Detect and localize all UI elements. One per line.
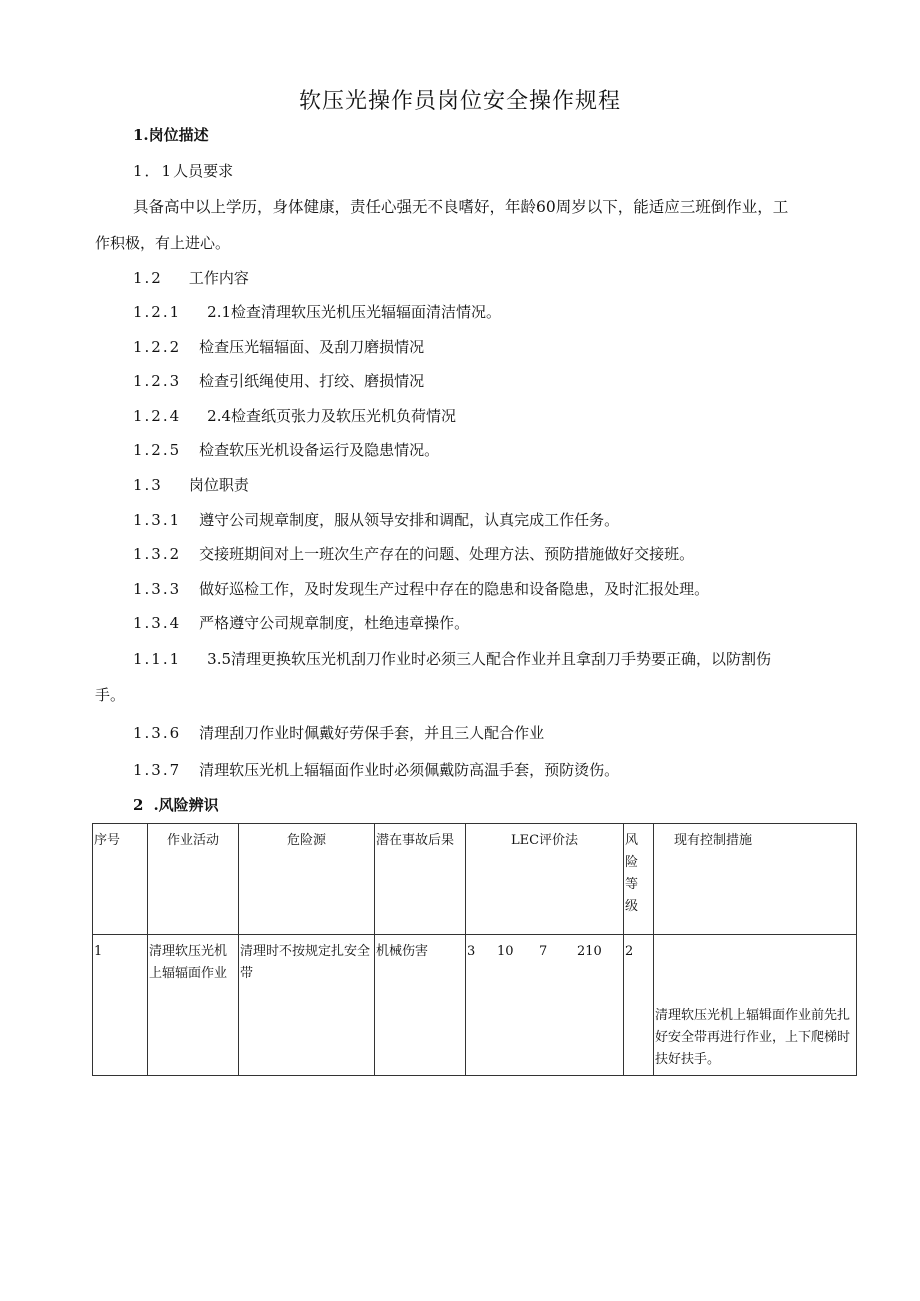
item-number: 1.3.2 <box>133 545 182 563</box>
item-text: 清理软压光机上辐辐面作业时必须佩戴防高温手套，预防烫伤。 <box>199 761 620 779</box>
item-number: 1.3.1 <box>133 511 182 529</box>
item-number: 1.3.3 <box>133 580 182 598</box>
item-number: 1.3.4 <box>133 614 182 632</box>
header-seq: 序号 <box>93 824 148 935</box>
header-risk-level-char: 等 <box>625 877 639 892</box>
item-number: 1.2.2 <box>133 338 182 356</box>
header-risk-level-char: 级 <box>625 899 639 914</box>
cell-lec-e: 10 <box>497 944 514 959</box>
item-text: 遵守公司规章制度，服从领导安排和调配，认真完成工作任务。 <box>199 511 620 529</box>
list-item <box>133 440 439 460</box>
paragraph-line: 作积极，有上进心。 <box>95 234 231 252</box>
section-label: 人员要求 <box>173 162 234 180</box>
list-item <box>133 613 469 633</box>
list-item <box>133 649 771 669</box>
section-2-heading <box>133 795 219 815</box>
table-header-row <box>93 824 857 935</box>
document-title: 软压光操作员岗位安全操作规程 <box>298 89 621 114</box>
item-number: 1.3.6 <box>133 724 182 742</box>
item-text: 严格遵守公司规章制度，杜绝违章操作。 <box>199 614 470 632</box>
item-text: 2.4检查纸页张力及软压光机负荷情况 <box>207 407 457 425</box>
cell-lec-c: 7 <box>539 944 548 959</box>
header-activity: 作业活动 <box>148 824 239 935</box>
list-item <box>133 371 424 391</box>
section-1-1-heading <box>133 161 233 181</box>
section-number: 1．1 <box>133 162 174 180</box>
cell-lec-d: 210 <box>577 944 602 959</box>
header-risk-level-char: 险 <box>625 855 639 870</box>
item-text: 3.5清理更换软压光机刮刀作业时必须三人配合作业并且拿刮刀手势要正确，以防割伤 <box>207 650 772 668</box>
paragraph-line: 具备高中以上学历，身体健康，责任心强无不良嗜好，年龄60周岁以下，能适应三班倒作业，工 <box>133 198 789 216</box>
list-item <box>133 544 694 564</box>
item-text: 做好巡检工作，及时发现生产过程中存在的隐患和设备隐患，及时汇报处理。 <box>199 580 710 598</box>
table-row <box>93 935 857 1076</box>
cell-lec-values <box>466 935 624 1076</box>
section-number: 1.2 <box>133 269 163 287</box>
item-number: 1.2.1 <box>133 303 182 321</box>
cell-activity: 清理软压光机上辐辐面作业 <box>148 935 239 1076</box>
section-1-heading: 1.岗位描述 <box>133 126 209 144</box>
section-1-2-heading <box>133 268 249 288</box>
list-item <box>133 337 424 357</box>
section-label: .风险辨识 <box>153 796 219 814</box>
cell-controls: 清理软压光机上辐辑面作业前先扎好安全带再进行作业，上下爬梯时扶好扶手。 <box>654 935 857 1076</box>
paragraph-line: 手。 <box>95 686 126 704</box>
list-item <box>133 760 619 780</box>
item-text: 检查软压光机设备运行及隐患情况。 <box>199 441 440 459</box>
section-number: 1.3 <box>133 476 163 494</box>
item-number: 1.2.5 <box>133 441 182 459</box>
list-item <box>133 302 501 322</box>
header-risk-level-char: 风 <box>625 833 639 848</box>
header-consequence: 潜在事故后果 <box>375 824 466 935</box>
item-text: 检查引纸绳使用、打绞、磨损情况 <box>199 372 425 390</box>
list-item <box>133 579 709 599</box>
list-item <box>133 406 456 426</box>
section-1-3-heading <box>133 475 249 495</box>
item-number: 1.1.1 <box>133 650 182 668</box>
list-item <box>133 723 544 743</box>
section-label: 工作内容 <box>188 269 249 287</box>
item-number: 1.2.3 <box>133 372 182 390</box>
item-text: 清理刮刀作业时佩戴好劳保手套，并且三人配合作业 <box>199 724 545 742</box>
list-item <box>133 510 619 530</box>
cell-consequence: 机械伤害 <box>375 935 466 1076</box>
item-text: 检查压光辐辐面、及刮刀磨损情况 <box>199 338 425 356</box>
header-hazard: 危险源 <box>239 824 375 935</box>
cell-hazard: 清理时不按规定扎安全带 <box>239 935 375 1076</box>
item-text: 2.1检查清理软压光机压光辐辐面清洁情况。 <box>207 303 502 321</box>
risk-identification-table <box>92 823 857 1076</box>
item-text: 交接班期间对上一班次生产存在的问题、处理方法、预防措施做好交接班。 <box>199 545 695 563</box>
cell-seq: 1 <box>93 935 148 1076</box>
header-risk-level <box>624 824 654 935</box>
header-controls: 现有控制措施 <box>654 824 857 935</box>
cell-lec-l: 3 <box>467 944 476 959</box>
cell-risk-level: 2 <box>624 935 654 1076</box>
header-lec: LEC评价法 <box>466 824 624 935</box>
item-number: 1.3.7 <box>133 761 182 779</box>
section-number: 2 <box>133 796 144 814</box>
section-label: 岗位职责 <box>188 476 249 494</box>
item-number: 1.2.4 <box>133 407 182 425</box>
